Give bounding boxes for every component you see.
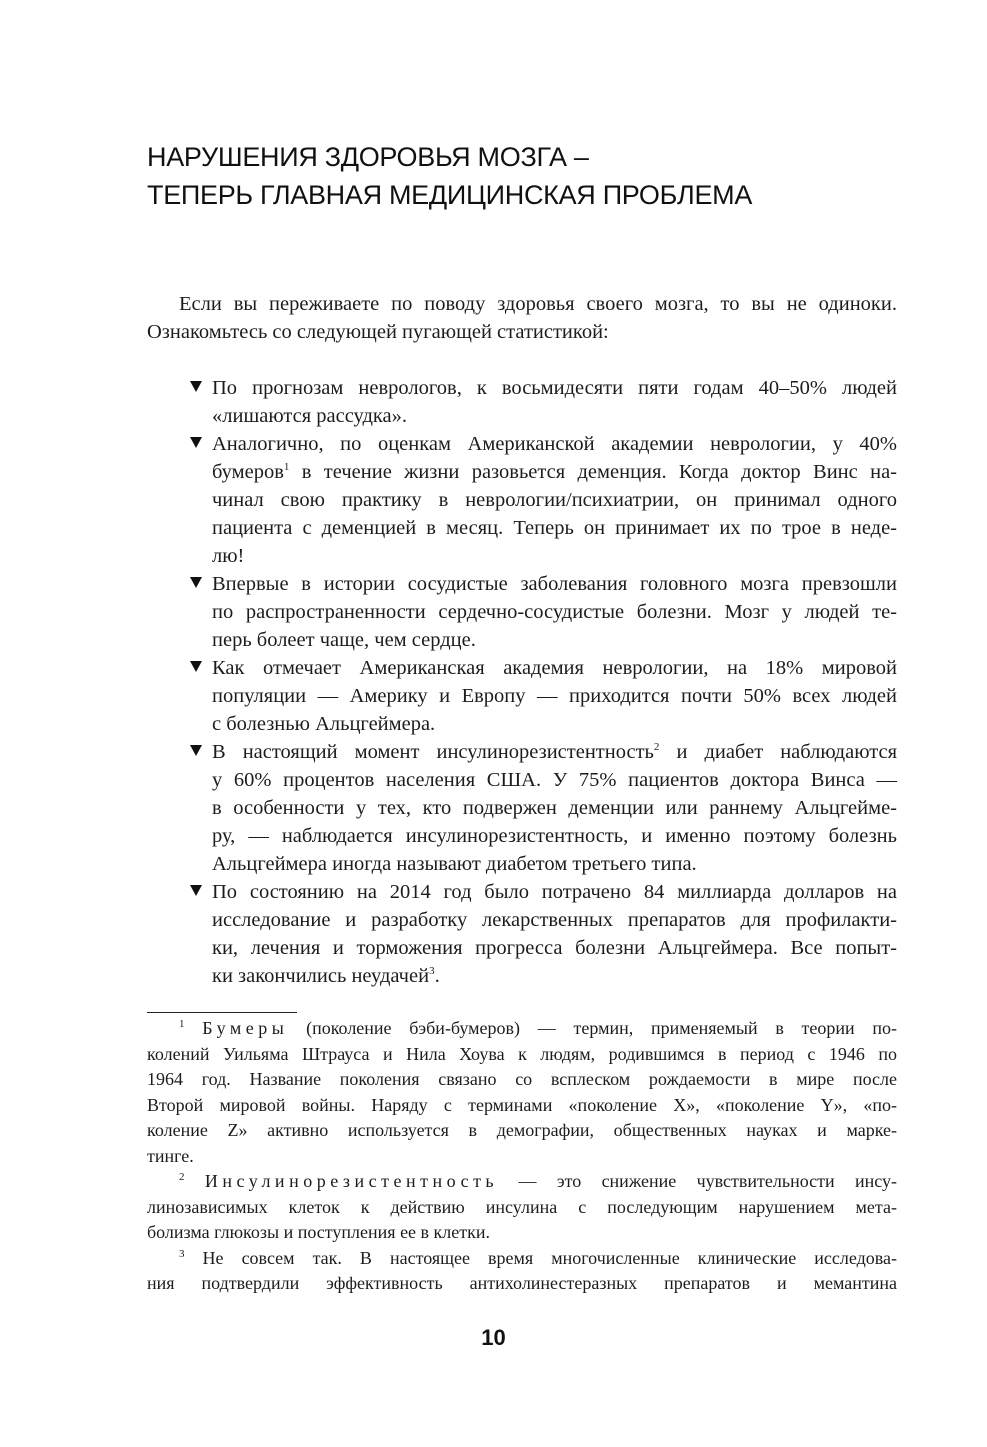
text-line: в особенности у тех, кто подвержен деменции или раннему Альцгейме- <box>212 797 897 819</box>
text-line <box>212 458 897 486</box>
chapter-title-line: ТЕПЕРЬ ГЛАВНАЯ МЕДИЦИНСКАЯ ПРОБЛЕМА <box>147 180 753 210</box>
text-line: Второй мировой войны. Наряду с терминами «поколение X», «поколение Y», «по- <box>147 1094 897 1115</box>
text-line: линозависимых клеток к действию инсулина с последующим нарушением мета- <box>147 1196 897 1217</box>
triangle-bullet-icon <box>190 661 202 672</box>
text-fragment: ки закончились неудачей <box>212 965 430 987</box>
triangle-bullet-icon <box>190 437 202 448</box>
text-line: Если вы переживаете по поводу здоровья своего мозга, то вы не одиноки. <box>179 293 897 315</box>
list-item <box>190 570 897 654</box>
text-line <box>212 738 897 766</box>
footnote-divider <box>147 1012 297 1013</box>
text-line: лю! <box>212 545 245 567</box>
footnote-2 <box>147 1169 897 1246</box>
footnotes <box>147 1016 897 1297</box>
triangle-bullet-icon <box>190 745 202 756</box>
text-line: ки, лечения и торможения прогресса болезни Альцгеймера. Все попыт- <box>212 937 897 959</box>
list-item <box>190 654 897 738</box>
footnote-term: Инсулинорезистентность <box>204 1171 499 1191</box>
text-line: Как отмечает Американская академия неврологии, на 18% мировой <box>212 657 897 679</box>
text-line: По состоянию на 2014 год было потрачено 84 миллиарда долларов на <box>212 881 897 903</box>
text-line: ния подтвердили эффективность антихолинестеразных препаратов и мемантина <box>147 1273 897 1293</box>
statistics-list <box>190 374 897 990</box>
text-line: 1964 год. Название поколения связано со всплеском рождаемости в мире после <box>147 1069 897 1089</box>
chapter-title <box>147 138 752 214</box>
footnote-number: 2 <box>179 1171 185 1183</box>
text-line: Впервые в истории сосудистые заболевания головного мозга превзошли <box>212 573 897 595</box>
footnote-ref[interactable]: 1 <box>283 461 290 474</box>
text-line: перь болеет чаще, чем сердце. <box>212 629 476 651</box>
text-line: коление Z» активно используется в демографии, общественных науках и марке- <box>147 1120 897 1140</box>
text-fragment: — это снижение чувствительности инсу- <box>518 1171 898 1191</box>
text-line: ру, — наблюдается инсулинорезистентность, и именно поэтому болезнь <box>212 825 897 847</box>
text-line <box>147 1169 897 1195</box>
triangle-bullet-icon <box>190 885 202 896</box>
text-fragment: и диабет наблюдаются <box>676 741 897 763</box>
chapter-title-line: НАРУШЕНИЯ ЗДОРОВЬЯ МОЗГА – <box>147 142 589 172</box>
text-fragment: Не совсем так. В настоящее время многочисленные клинические исследова- <box>202 1247 898 1268</box>
text-line: по распространенности сердечно-сосудистые болезни. Мозг у людей те- <box>212 601 897 623</box>
text-line: тинге. <box>147 1145 194 1166</box>
text-line: «лишаются рассудка». <box>212 405 408 427</box>
footnote-term: Бумеры <box>202 1018 289 1038</box>
text-line <box>212 962 897 990</box>
list-item <box>190 738 897 878</box>
text-fragment: бумеров <box>212 461 284 483</box>
triangle-bullet-icon <box>190 381 202 392</box>
footnote-ref[interactable]: 3 <box>429 965 435 978</box>
text-line: с болезнью Альцгеймера. <box>212 713 436 735</box>
text-line: пациента с деменцией в месяц. Теперь он принимает их по трое в неде- <box>212 517 897 539</box>
text-line: Ознакомьтесь со следующей пугающей статистикой: <box>147 321 609 343</box>
text-line: Альцгеймера иногда называют диабетом третьего типа. <box>212 853 697 875</box>
text-line: чинал свою практику в неврологии/психиатрии, он принимал одного <box>212 489 897 511</box>
footnote-number: 3 <box>179 1247 185 1260</box>
text-line: популяции — Америку и Европу — приходится почти 50% всех людей <box>212 685 897 707</box>
text-line <box>147 1016 897 1042</box>
text-line: По прогнозам неврологов, к восьмидесяти пяти годам 40–50% людей <box>212 377 897 399</box>
triangle-bullet-icon <box>190 577 202 588</box>
footnote-1 <box>147 1016 897 1169</box>
text-line: Аналогично, по оценкам Американской академии неврологии, у 40% <box>212 433 897 455</box>
page-number: 10 <box>481 1325 506 1350</box>
footnote-ref[interactable]: 2 <box>653 741 660 754</box>
text-fragment: . <box>434 965 440 987</box>
intro-paragraph <box>147 290 897 346</box>
text-line <box>147 1246 897 1272</box>
text-line: исследование и разработку лекарственных препаратов для профилакти- <box>212 909 897 931</box>
text-fragment: в течение жизни разовьется деменция. Когда доктор Винс на- <box>301 461 897 483</box>
text-line: у 60% процентов населения США. У 75% пациентов доктора Винса — <box>212 769 897 791</box>
list-item <box>190 878 897 990</box>
footnote-number: 1 <box>179 1018 185 1030</box>
text-fragment: (поколение бэби-бумеров) — термин, применяемый в теории по- <box>306 1018 898 1038</box>
text-fragment: В настоящий момент инсулинорезистентность <box>212 741 654 763</box>
footnote-3 <box>147 1246 897 1297</box>
text-line: колений Уильяма Штрауса и Нила Хоува к людям, родившимся в период с 1946 по <box>147 1043 897 1064</box>
text-line: болизма глюкозы и поступления ее в клетки. <box>147 1222 491 1242</box>
list-item <box>190 430 897 570</box>
list-item <box>190 374 897 430</box>
